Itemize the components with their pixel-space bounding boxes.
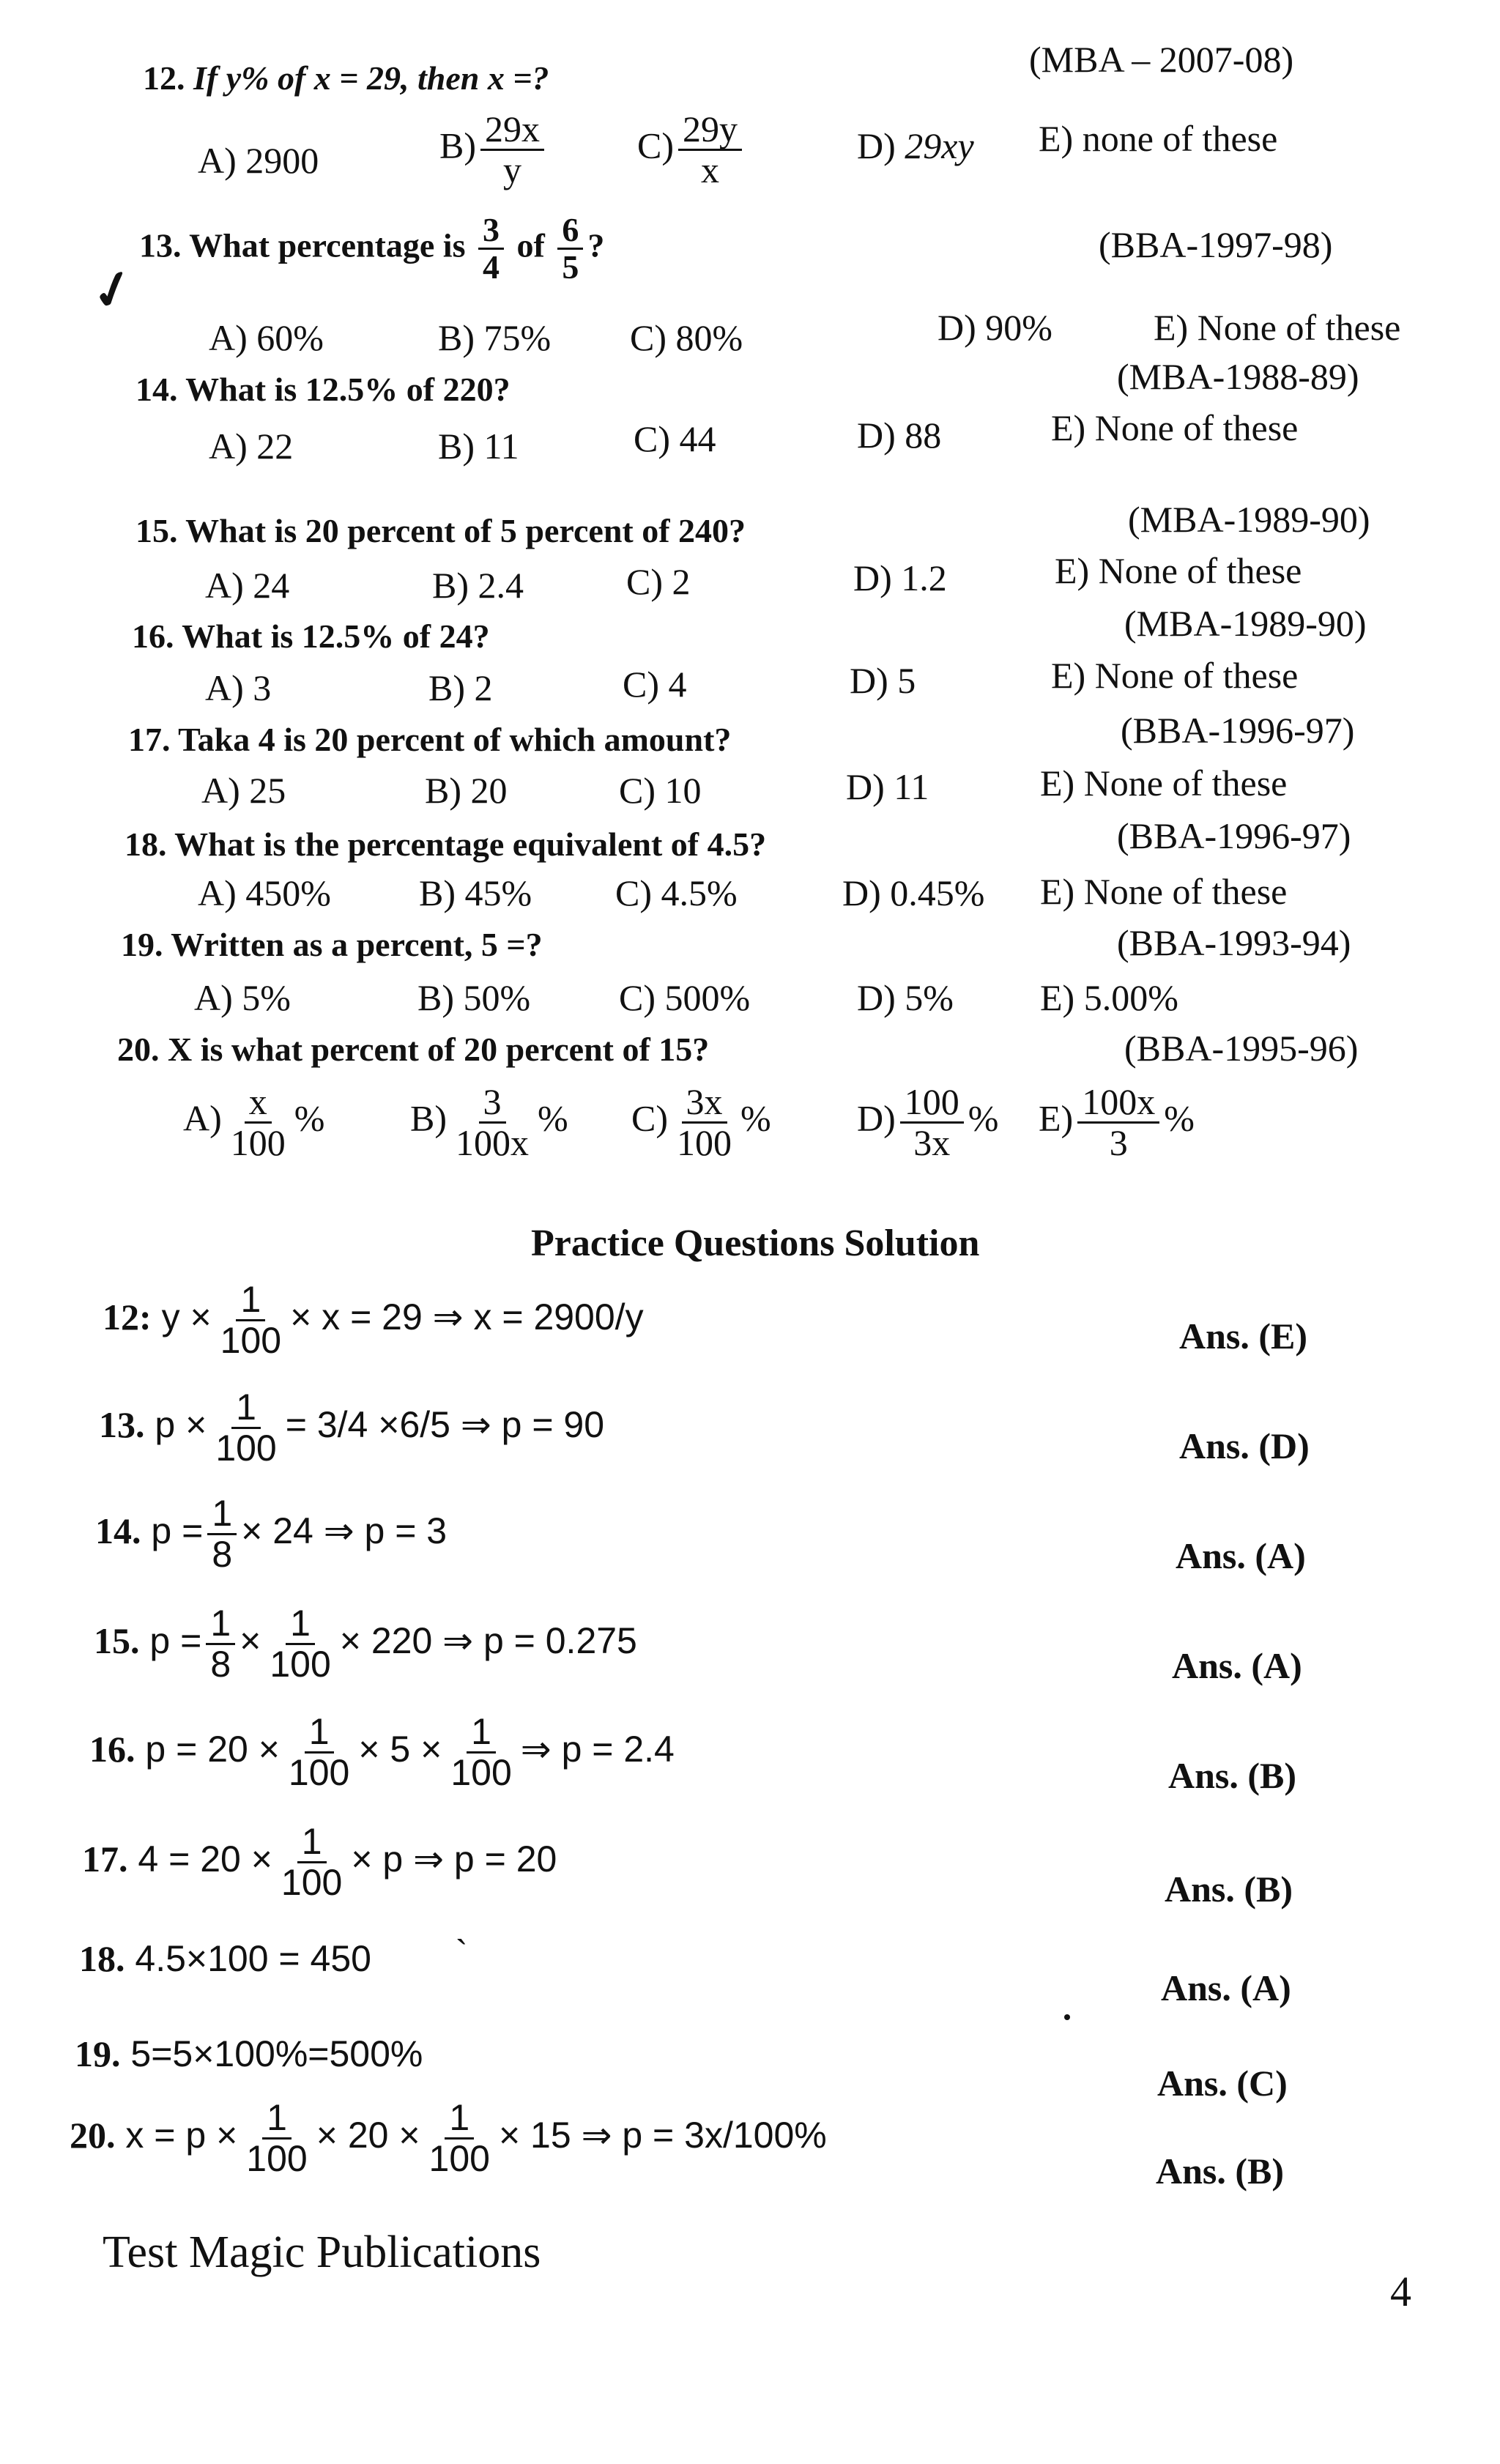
q16-option-a: A) 3 xyxy=(205,667,272,708)
q19-option-b: B) 50% xyxy=(417,977,531,1018)
q15-option-c: C) 2 xyxy=(626,561,691,602)
q16-option-c: C) 4 xyxy=(623,664,687,705)
q12-option-b: B) $\frac{29x}{y}$ xyxy=(439,110,549,189)
q17-text: 17. Taka 4 is 20 percent of which amount? xyxy=(128,721,732,758)
q13-option-d: D) 90% xyxy=(938,307,1052,348)
q13-option-c: C) 80% xyxy=(630,317,743,358)
solution-15-answer: Ans. (A) xyxy=(1172,1645,1302,1686)
q17-option-d: D) 11 xyxy=(846,766,929,807)
solution-17-answer: Ans. (B) xyxy=(1165,1869,1293,1910)
q19-option-c: C) 500% xyxy=(619,977,751,1018)
q18-option-a: A) 450% xyxy=(198,872,331,913)
q12-option-e: E) none of these xyxy=(1039,118,1278,159)
q12-option-a: A) 2900 xyxy=(198,140,319,181)
q20-option-a: A) $\frac{x}{100}$ % xyxy=(183,1081,325,1163)
q16-option-b: B) 2 xyxy=(428,667,493,708)
solution-19-answer: Ans. (C) xyxy=(1157,2063,1288,2104)
solution-18-answer: Ans. (A) xyxy=(1161,1967,1291,2008)
solution-16: 16. p = 20 × $\frac{1}{100}$ × 5 × $\frac{1}{100}$ ⇒ p = 2.4 xyxy=(89,1711,675,1793)
q14-option-c: C) 44 xyxy=(634,418,716,459)
solution-13-answer: Ans. (D) xyxy=(1179,1425,1310,1466)
q17-option-c: C) 10 xyxy=(619,770,702,811)
solution-16-answer: Ans. (B) xyxy=(1168,1755,1297,1796)
q15-option-a: A) 24 xyxy=(205,565,290,606)
q12-text: 12. If y% of x = 29, then x =? xyxy=(143,59,549,97)
q17-option-e: E) None of these xyxy=(1040,762,1288,804)
stray-dot xyxy=(1064,2014,1070,2020)
q12-option-d: D) 29xy xyxy=(857,125,974,166)
q20-source: (BBA-1995-96) xyxy=(1124,1028,1359,1069)
q18-option-d: D) 0.45% xyxy=(842,872,985,913)
q19-source: (BBA-1993-94) xyxy=(1117,922,1351,963)
q16-source: (MBA-1989-90) xyxy=(1124,603,1367,644)
solution-12: 12: y × $\frac{1}{100}$ × x = 29 ⇒ x = 2900/y xyxy=(103,1279,644,1361)
q13-option-a: A) 60% xyxy=(209,317,324,358)
solution-13: 13. p × $\frac{1}{100}$ = 3/4 ×6/5 ⇒ p = 90 xyxy=(99,1387,605,1469)
q12-option-c: C) $\frac{29y}{x}$ xyxy=(637,110,746,189)
q20-option-d: D) $\frac{100}{3x}$ % xyxy=(857,1081,999,1163)
q13-option-b: B) 75% xyxy=(438,317,552,358)
q20-text: 20. X is what percent of 20 percent of 15? xyxy=(117,1031,710,1068)
q17-option-b: B) 20 xyxy=(425,770,508,811)
q18-text: 18. What is the percentage equivalent of 4.5? xyxy=(125,825,767,863)
solutions-heading: Practice Questions Solution xyxy=(531,1222,980,1264)
page-number: 4 xyxy=(1390,2268,1411,2315)
q19-option-e: E) 5.00% xyxy=(1040,977,1178,1018)
solution-14: 14. p = $\frac{1}{8}$ × 24 ⇒ p = 3 xyxy=(95,1493,448,1575)
q15-source: (MBA-1989-90) xyxy=(1128,499,1370,540)
publisher-name: Test Magic Publications xyxy=(103,2227,541,2277)
q13-source: (BBA-1997-98) xyxy=(1099,224,1333,265)
q15-option-d: D) 1.2 xyxy=(853,557,947,598)
q14-option-b: B) 11 xyxy=(438,426,519,467)
q18-option-b: B) 45% xyxy=(419,872,532,913)
q19-option-a: A) 5% xyxy=(194,977,291,1018)
q18-source: (BBA-1996-97) xyxy=(1117,815,1351,856)
q14-option-d: D) 88 xyxy=(857,415,942,456)
q15-option-e: E) None of these xyxy=(1055,550,1302,591)
q13-option-e: E) None of these xyxy=(1154,307,1401,348)
q19-text: 19. Written as a percent, 5 =? xyxy=(121,926,543,963)
q15-text: 15. What is 20 percent of 5 percent of 240? xyxy=(135,512,746,549)
q15-option-b: B) 2.4 xyxy=(432,565,524,606)
solution-17: 17. 4 = 20 × $\frac{1}{100}$ × p ⇒ p = 20 xyxy=(82,1821,557,1903)
q12-source: (MBA – 2007-08) xyxy=(1029,39,1294,80)
q19-option-d: D) 5% xyxy=(857,977,954,1018)
check-mark-annotation: ✓ xyxy=(85,258,141,324)
solution-15: 15. p = $\frac{1}{8}$ × $\frac{1}{100}$ × 220 ⇒ p = 0.275 xyxy=(94,1603,637,1685)
q17-source: (BBA-1996-97) xyxy=(1121,710,1355,751)
q14-option-e: E) None of these xyxy=(1051,407,1299,448)
q14-option-a: A) 22 xyxy=(209,426,294,467)
q20-option-c: C) $\frac{3x}{100}$ % xyxy=(631,1081,771,1163)
solution-19: 19. 5=5×100%=500% xyxy=(75,2033,423,2074)
q16-option-d: D) 5 xyxy=(850,660,916,701)
stray-mark: ` xyxy=(456,1933,468,1974)
q16-text: 16. What is 12.5% of 24? xyxy=(132,617,490,655)
solution-12-answer: Ans. (E) xyxy=(1179,1316,1308,1357)
solution-18: 18. 4.5×100 = 450 xyxy=(79,1938,371,1979)
q18-option-e: E) None of these xyxy=(1040,871,1288,912)
q18-option-c: C) 4.5% xyxy=(615,872,738,913)
q17-option-a: A) 25 xyxy=(201,770,286,811)
q20-option-e: E) $\frac{100x}{3}$ % xyxy=(1039,1081,1195,1163)
q14-source: (MBA-1988-89) xyxy=(1117,356,1359,397)
q20-option-b: B) $\frac{3}{100x}$ % xyxy=(410,1081,568,1163)
solution-14-answer: Ans. (A) xyxy=(1176,1535,1306,1576)
q16-option-e: E) None of these xyxy=(1051,655,1299,696)
q14-text: 14. What is 12.5% of 220? xyxy=(135,371,510,408)
solution-20-answer: Ans. (B) xyxy=(1156,2151,1285,2192)
solution-20: 20. x = p × $\frac{1}{100}$ × 20 × $\frac{1}{100}$ × 15 ⇒ p = 3x/100% xyxy=(70,2097,827,2179)
q13-text: 13. What percentage is $\frac{3}{4}$ of $\frac{6}{5}$ ? xyxy=(139,211,605,286)
